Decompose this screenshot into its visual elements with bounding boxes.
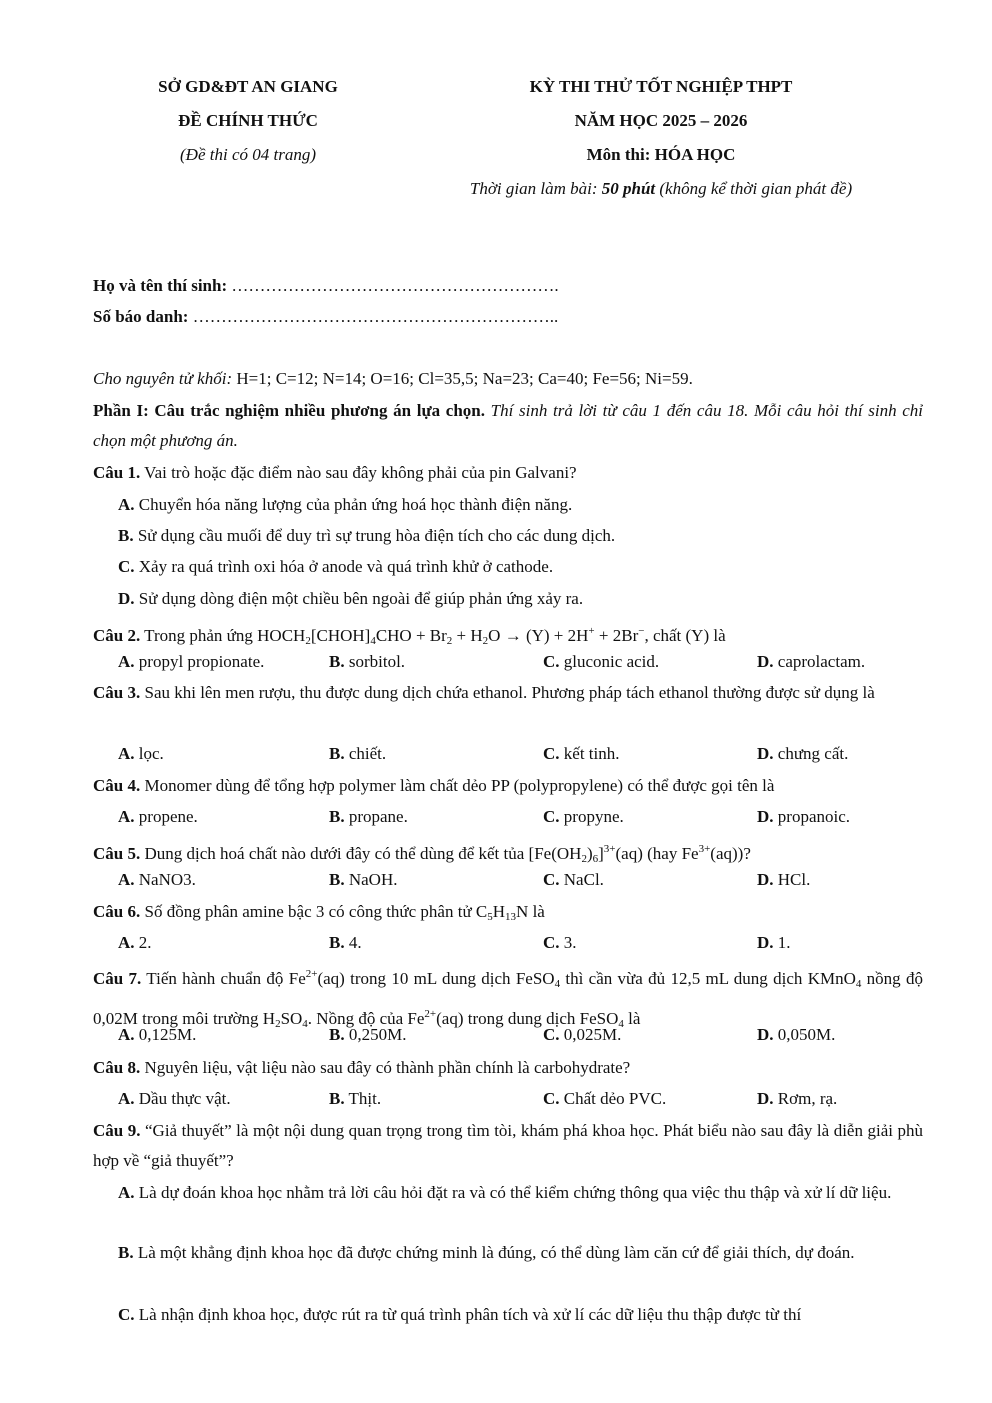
q7-option-b: B. 0,250M.	[329, 1025, 407, 1044]
q5-option-b: B. NaOH.	[329, 870, 398, 889]
q8-option-d: D. Rơm, rạ.	[757, 1089, 838, 1108]
q5-option-a: A. NaNO3.	[118, 870, 196, 889]
q4-options	[0, 806, 992, 832]
candidate-name-line	[93, 275, 559, 297]
atomic-mass-line: Cho nguyên tử khối: H=1; C=12; N=14; O=16; Cl=35,5; Na=23; Ca=40; Fe=56; Ni=59.	[93, 369, 693, 388]
q2-option-a: A. propyl propionate.	[118, 652, 265, 671]
q5-options	[0, 869, 992, 895]
q8-option-b: B. Thịt.	[329, 1089, 382, 1108]
q6-option-c: C. 3.	[543, 933, 577, 952]
q2-options	[0, 651, 992, 677]
question-9: Câu 9. “Giả thuyết” là một nội dung quan trọng trong tìm tòi, khám phá khoa học. Phát biểu nào sau đây là diễn giải phù hợp về “giả thuyết”?	[93, 1121, 923, 1170]
org-name: SỞ GD&ĐT AN GIANG	[158, 77, 338, 96]
official-label: ĐỀ CHÍNH THỨC	[178, 111, 318, 130]
q2-option-d: D. caprolactam.	[757, 652, 866, 671]
exam-time: Thời gian làm bài: 50 phút (không kể thời gian phát đề)	[469, 179, 853, 198]
q6-option-d: D. 1.	[757, 933, 791, 952]
q9-option-c: C. Là nhận định khoa học, được rút ra từ quá trình phân tích và xử lí các dữ liệu thu thập được từ thí	[118, 1305, 802, 1324]
q7-option-c: C. 0,025M.	[543, 1025, 622, 1044]
q2-option-b: B. sorbitol.	[329, 652, 406, 671]
q7-options	[0, 1024, 992, 1050]
question-2: Câu 2. Trong phản ứng $HOCH_2[CHOH]_4CHO + Br_2 + H_2O \to (Y) + 2H^+ + 2Br^-$, chất (Y) là	[93, 625, 726, 647]
q7-option-d: D. 0,050M.	[757, 1025, 836, 1044]
q1-option-c: C. Xảy ra quá trình oxi hóa ở anode và quá trình khử ở cathode.	[118, 557, 554, 576]
q3-option-b: B. chiết.	[329, 744, 387, 763]
candidate-name-label: Họ và tên thí sinh:	[93, 276, 232, 295]
question-7: Câu 7. Tiến hành chuẩn độ $Fe^{2+}(aq)$ trong 10 mL dung dịch FeSO$_4$ thì cần vừa đủ 12,5 mL dung dịch KMnO$_4$ nồng độ 0,02M trong môi trường $H_2SO_4$. Nồng độ của $Fe^{2+}(aq)$ trong dung dịch FeSO$_4$ là	[93, 968, 923, 1030]
q6-option-a: A. 2.	[118, 933, 152, 952]
q2-option-c: C. gluconic acid.	[543, 652, 660, 671]
q1-option-b: B. Sử dụng cầu muối để duy trì sự trung hòa điện tích cho các dung dịch.	[118, 526, 616, 545]
q5-option-d: D. HCl.	[757, 870, 811, 889]
candidate-id-label: Số báo danh:	[93, 307, 193, 326]
q3-options	[0, 743, 992, 769]
candidate-name-dots: ………………………………………………….	[231, 276, 559, 295]
q8-option-c: C. Chất dẻo PVC.	[543, 1089, 667, 1108]
question-8: Câu 8. Nguyên liệu, vật liệu nào sau đây có thành phần chính là carbohydrate?	[93, 1058, 631, 1077]
q1-option-d: D. Sử dụng dòng điện một chiều bên ngoài để giúp phản ứng xảy ra.	[118, 589, 584, 608]
q8-options	[0, 1088, 992, 1114]
q9-option-b: B. Là một khẳng định khoa học đã được chứng minh là đúng, có thể dùng làm căn cứ để giải thích, dự đoán.	[118, 1243, 855, 1262]
question-3: Câu 3. Sau khi lên men rượu, thu được dung dịch chứa ethanol. Phương pháp tách ethanol thường được sử dụng là	[93, 683, 875, 702]
q5-option-c: C. NaCl.	[543, 870, 604, 889]
exam-year: NĂM HỌC 2025 – 2026	[574, 111, 748, 130]
exam-subject: Môn thi: HÓA HỌC	[586, 145, 736, 164]
q4-option-c: C. propyne.	[543, 807, 624, 826]
candidate-id-dots: ………………………………………………………..	[192, 307, 559, 326]
q3-option-d: D. chưng cất.	[757, 744, 849, 763]
q8-option-a: A. Dầu thực vật.	[118, 1089, 231, 1108]
q4-option-b: B. propane.	[329, 807, 408, 826]
q3-option-a: A. lọc.	[118, 744, 164, 763]
q1-option-a: A. Chuyển hóa năng lượng của phản ứng hoá học thành điện năng.	[118, 495, 573, 514]
q6-option-b: B. 4.	[329, 933, 362, 952]
pages-note: (Đề thi có 04 trang)	[180, 145, 316, 164]
question-4: Câu 4. Monomer dùng để tổng hợp polymer làm chất dẻo PP (polypropylene) có thể được gọi tên là	[93, 776, 775, 795]
q4-option-d: D. propanoic.	[757, 807, 851, 826]
q3-option-c: C. kết tinh.	[543, 744, 620, 763]
question-1: Câu 1. Vai trò hoặc đặc điểm nào sau đây không phải của pin Galvani?	[93, 463, 577, 482]
question-6: Câu 6. Số đồng phân amine bậc 3 có công thức phân tử $C_5H_{13}N$ là	[93, 902, 545, 923]
q4-option-a: A. propene.	[118, 807, 198, 826]
question-5: Câu 5. Dung dịch hoá chất nào dưới đây có thể dùng để kết tủa $[Fe(OH_2)_6]^{3+}(aq)$ (hay $Fe^{3+}(aq)$)?	[93, 843, 751, 865]
part1-heading: Phần I: Câu trắc nghiệm nhiều phương án lựa chọn. Thí sinh trả lời từ câu 1 đến câu 18. Mỗi câu hỏi thí sinh chỉ chọn một phương án.	[93, 401, 923, 450]
q7-option-a: A. 0,125M.	[118, 1025, 197, 1044]
q9-option-a: A. Là dự đoán khoa học nhằm trả lời câu hỏi đặt ra và có thể kiểm chứng thông qua việc thu thập và xử lí dữ liệu.	[118, 1183, 892, 1202]
candidate-id-line	[93, 306, 558, 328]
exam-name: KỲ THI THỬ TỐT NGHIỆP THPT	[529, 77, 793, 96]
q6-options	[0, 932, 992, 958]
